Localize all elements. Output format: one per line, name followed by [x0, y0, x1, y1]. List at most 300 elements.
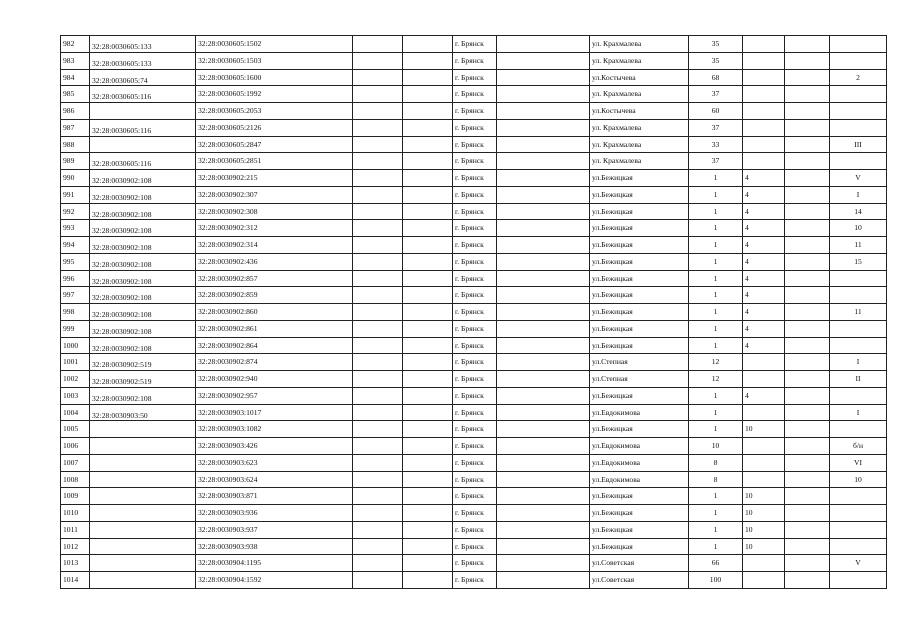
- cadastral-number-cell: 32:28:0030605:1992: [196, 86, 353, 103]
- cadastral-number-cell: 32:28:0030903:1017: [196, 404, 353, 421]
- city-cell: г. Брянск: [453, 170, 497, 187]
- table-row: [61, 337, 887, 354]
- premises-number-cell: 10: [830, 220, 887, 237]
- street-cell: ул.Бежицкая: [590, 270, 689, 287]
- building-cell: [743, 86, 785, 103]
- empty-cell: [353, 538, 403, 555]
- empty-cell: [785, 404, 830, 421]
- cadastral-number-cell: 32:28:0030605:2053: [196, 103, 353, 120]
- table-body: [61, 36, 887, 589]
- premises-number-cell: 10: [830, 471, 887, 488]
- house-number-cell: 35: [689, 52, 743, 69]
- building-cell: 4: [743, 253, 785, 270]
- premises-number-cell: 11: [830, 237, 887, 254]
- cadastral-number-cell: 32:28:0030902:860: [196, 304, 353, 321]
- empty-cell: [403, 454, 453, 471]
- premises-number-cell: [830, 387, 887, 404]
- house-number-cell: 1: [689, 404, 743, 421]
- parent-cadastral-cell: [90, 521, 196, 538]
- table-row: [61, 186, 887, 203]
- house-number-cell: 1: [689, 253, 743, 270]
- empty-cell: [497, 270, 590, 287]
- parent-cadastral-cell: 32:28:0030902:108: [90, 337, 196, 354]
- premises-number-cell: [830, 572, 887, 589]
- building-cell: [743, 119, 785, 136]
- house-number-cell: 68: [689, 69, 743, 86]
- empty-cell: [353, 387, 403, 404]
- house-number-cell: 1: [689, 287, 743, 304]
- empty-cell: [785, 320, 830, 337]
- empty-cell: [403, 572, 453, 589]
- empty-cell: [785, 69, 830, 86]
- empty-cell: [353, 555, 403, 572]
- row-number-cell: 1008: [61, 471, 90, 488]
- parent-cadastral-cell: [90, 421, 196, 438]
- parent-cadastral-cell: 32:28:0030902:108: [90, 304, 196, 321]
- empty-cell: [403, 237, 453, 254]
- premises-number-cell: [830, 320, 887, 337]
- cadastral-number-cell: 32:28:0030903:624: [196, 471, 353, 488]
- cadastral-number-cell: 32:28:0030903:938: [196, 538, 353, 555]
- street-cell: ул.Бежицкая: [590, 170, 689, 187]
- empty-cell: [785, 287, 830, 304]
- empty-cell: [785, 36, 830, 53]
- building-cell: [743, 69, 785, 86]
- cadastral-number-cell: 32:28:0030902:874: [196, 354, 353, 371]
- row-number-cell: 986: [61, 103, 90, 120]
- cadastral-number-cell: 32:28:0030903:1082: [196, 421, 353, 438]
- empty-cell: [353, 572, 403, 589]
- empty-cell: [785, 237, 830, 254]
- table-row: [61, 371, 887, 388]
- empty-cell: [497, 505, 590, 522]
- empty-cell: [403, 304, 453, 321]
- empty-cell: [497, 387, 590, 404]
- table-row: [61, 471, 887, 488]
- row-number-cell: 984: [61, 69, 90, 86]
- city-cell: г. Брянск: [453, 287, 497, 304]
- empty-cell: [353, 103, 403, 120]
- city-cell: г. Брянск: [453, 119, 497, 136]
- parent-cadastral-cell: [90, 555, 196, 572]
- city-cell: г. Брянск: [453, 438, 497, 455]
- cadastral-number-cell: 32:28:0030902:940: [196, 371, 353, 388]
- street-cell: ул.Евдокимова: [590, 454, 689, 471]
- premises-number-cell: 11: [830, 304, 887, 321]
- table-row: [61, 220, 887, 237]
- empty-cell: [497, 220, 590, 237]
- city-cell: г. Брянск: [453, 555, 497, 572]
- empty-cell: [785, 220, 830, 237]
- city-cell: г. Брянск: [453, 52, 497, 69]
- parent-cadastral-cell: 32:28:0030902:108: [90, 203, 196, 220]
- empty-cell: [353, 404, 403, 421]
- premises-number-cell: [830, 36, 887, 53]
- row-number-cell: 987: [61, 119, 90, 136]
- premises-number-cell: [830, 505, 887, 522]
- building-cell: 10: [743, 521, 785, 538]
- table-row: [61, 454, 887, 471]
- city-cell: г. Брянск: [453, 136, 497, 153]
- empty-cell: [785, 555, 830, 572]
- premises-number-cell: [830, 337, 887, 354]
- empty-cell: [497, 354, 590, 371]
- building-cell: [743, 404, 785, 421]
- table-row: [61, 86, 887, 103]
- cadastral-number-cell: 32:28:0030903:871: [196, 488, 353, 505]
- row-number-cell: 988: [61, 136, 90, 153]
- premises-number-cell: II: [830, 371, 887, 388]
- building-cell: 4: [743, 304, 785, 321]
- row-number-cell: 1006: [61, 438, 90, 455]
- table-row: [61, 237, 887, 254]
- building-cell: [743, 153, 785, 170]
- premises-number-cell: [830, 119, 887, 136]
- empty-cell: [497, 237, 590, 254]
- city-cell: г. Брянск: [453, 354, 497, 371]
- row-number-cell: 1000: [61, 337, 90, 354]
- empty-cell: [497, 287, 590, 304]
- row-number-cell: 1002: [61, 371, 90, 388]
- cadastral-number-cell: 32:28:0030904:1592: [196, 572, 353, 589]
- empty-cell: [497, 86, 590, 103]
- empty-cell: [785, 387, 830, 404]
- building-cell: [743, 354, 785, 371]
- house-number-cell: 1: [689, 538, 743, 555]
- premises-number-cell: I: [830, 404, 887, 421]
- empty-cell: [403, 404, 453, 421]
- parent-cadastral-cell: [90, 488, 196, 505]
- empty-cell: [497, 304, 590, 321]
- parent-cadastral-cell: 32:28:0030902:108: [90, 387, 196, 404]
- row-number-cell: 1004: [61, 404, 90, 421]
- empty-cell: [403, 52, 453, 69]
- table-row: [61, 36, 887, 53]
- premises-number-cell: I: [830, 354, 887, 371]
- empty-cell: [353, 86, 403, 103]
- building-cell: [743, 36, 785, 53]
- premises-number-cell: [830, 52, 887, 69]
- cadastral-number-cell: 32:28:0030903:936: [196, 505, 353, 522]
- row-number-cell: 992: [61, 203, 90, 220]
- empty-cell: [497, 119, 590, 136]
- cadastral-number-cell: 32:28:0030902:308: [196, 203, 353, 220]
- empty-cell: [403, 186, 453, 203]
- row-number-cell: 1001: [61, 354, 90, 371]
- house-number-cell: 37: [689, 119, 743, 136]
- building-cell: 4: [743, 203, 785, 220]
- house-number-cell: 1: [689, 186, 743, 203]
- parent-cadastral-cell: 32:28:0030902:108: [90, 170, 196, 187]
- empty-cell: [403, 36, 453, 53]
- city-cell: г. Брянск: [453, 186, 497, 203]
- premises-number-cell: I: [830, 186, 887, 203]
- table-row: [61, 421, 887, 438]
- empty-cell: [497, 371, 590, 388]
- city-cell: г. Брянск: [453, 320, 497, 337]
- empty-cell: [497, 421, 590, 438]
- building-cell: [743, 555, 785, 572]
- street-cell: ул.Бежицкая: [590, 387, 689, 404]
- city-cell: г. Брянск: [453, 270, 497, 287]
- row-number-cell: 989: [61, 153, 90, 170]
- table-row: [61, 119, 887, 136]
- empty-cell: [353, 153, 403, 170]
- building-cell: 10: [743, 488, 785, 505]
- empty-cell: [353, 354, 403, 371]
- premises-number-cell: [830, 287, 887, 304]
- parent-cadastral-cell: 32:28:0030902:108: [90, 237, 196, 254]
- house-number-cell: 1: [689, 337, 743, 354]
- premises-number-cell: 2: [830, 69, 887, 86]
- house-number-cell: 33: [689, 136, 743, 153]
- table-row: [61, 505, 887, 522]
- empty-cell: [785, 505, 830, 522]
- empty-cell: [353, 119, 403, 136]
- cadastral-number-cell: 32:28:0030605:1502: [196, 36, 353, 53]
- city-cell: г. Брянск: [453, 454, 497, 471]
- cadastral-number-cell: 32:28:0030605:1503: [196, 52, 353, 69]
- street-cell: ул.Бежицкая: [590, 237, 689, 254]
- row-number-cell: 982: [61, 36, 90, 53]
- empty-cell: [353, 52, 403, 69]
- row-number-cell: 999: [61, 320, 90, 337]
- empty-cell: [403, 203, 453, 220]
- parent-cadastral-cell: [90, 538, 196, 555]
- registry-table: [60, 35, 887, 589]
- table-row: [61, 203, 887, 220]
- table-row: [61, 304, 887, 321]
- empty-cell: [353, 505, 403, 522]
- parent-cadastral-cell: 32:28:0030605:133: [90, 36, 196, 53]
- empty-cell: [497, 320, 590, 337]
- table-row: [61, 287, 887, 304]
- table-row: [61, 488, 887, 505]
- building-cell: [743, 52, 785, 69]
- street-cell: ул.Костычева: [590, 103, 689, 120]
- empty-cell: [353, 337, 403, 354]
- empty-cell: [497, 52, 590, 69]
- empty-cell: [353, 220, 403, 237]
- empty-cell: [497, 337, 590, 354]
- street-cell: ул.Евдокимова: [590, 438, 689, 455]
- row-number-cell: 985: [61, 86, 90, 103]
- row-number-cell: 994: [61, 237, 90, 254]
- row-number-cell: 1014: [61, 572, 90, 589]
- empty-cell: [403, 505, 453, 522]
- cadastral-number-cell: 32:28:0030902:215: [196, 170, 353, 187]
- premises-number-cell: [830, 488, 887, 505]
- street-cell: ул.Бежицкая: [590, 220, 689, 237]
- street-cell: ул. Крахмалева: [590, 52, 689, 69]
- street-cell: ул.Евдокимова: [590, 471, 689, 488]
- empty-cell: [785, 354, 830, 371]
- house-number-cell: 1: [689, 304, 743, 321]
- row-number-cell: 991: [61, 186, 90, 203]
- empty-cell: [497, 555, 590, 572]
- premises-number-cell: 14: [830, 203, 887, 220]
- empty-cell: [353, 170, 403, 187]
- empty-cell: [403, 538, 453, 555]
- table-row: [61, 538, 887, 555]
- empty-cell: [785, 203, 830, 220]
- cadastral-number-cell: 32:28:0030902:864: [196, 337, 353, 354]
- premises-number-cell: [830, 86, 887, 103]
- city-cell: г. Брянск: [453, 337, 497, 354]
- house-number-cell: 37: [689, 153, 743, 170]
- table-row: [61, 69, 887, 86]
- empty-cell: [403, 471, 453, 488]
- parent-cadastral-cell: 32:28:0030605:116: [90, 119, 196, 136]
- building-cell: [743, 471, 785, 488]
- table-row: [61, 320, 887, 337]
- street-cell: ул.Советская: [590, 555, 689, 572]
- parent-cadastral-cell: 32:28:0030605:116: [90, 86, 196, 103]
- city-cell: г. Брянск: [453, 220, 497, 237]
- building-cell: 4: [743, 287, 785, 304]
- empty-cell: [353, 304, 403, 321]
- house-number-cell: 66: [689, 555, 743, 572]
- house-number-cell: 1: [689, 237, 743, 254]
- row-number-cell: 1003: [61, 387, 90, 404]
- building-cell: 4: [743, 170, 785, 187]
- cadastral-number-cell: 32:28:0030902:312: [196, 220, 353, 237]
- house-number-cell: 1: [689, 170, 743, 187]
- table-row: [61, 521, 887, 538]
- table-row: [61, 253, 887, 270]
- city-cell: г. Брянск: [453, 505, 497, 522]
- city-cell: г. Брянск: [453, 471, 497, 488]
- row-number-cell: 996: [61, 270, 90, 287]
- building-cell: [743, 136, 785, 153]
- empty-cell: [403, 371, 453, 388]
- premises-number-cell: V: [830, 555, 887, 572]
- row-number-cell: 993: [61, 220, 90, 237]
- street-cell: ул.Бежицкая: [590, 521, 689, 538]
- house-number-cell: 35: [689, 36, 743, 53]
- empty-cell: [353, 488, 403, 505]
- city-cell: г. Брянск: [453, 103, 497, 120]
- empty-cell: [785, 521, 830, 538]
- empty-cell: [353, 287, 403, 304]
- parent-cadastral-cell: 32:28:0030605:74: [90, 69, 196, 86]
- cadastral-number-cell: 32:28:0030904:1195: [196, 555, 353, 572]
- empty-cell: [497, 538, 590, 555]
- empty-cell: [497, 488, 590, 505]
- empty-cell: [403, 170, 453, 187]
- building-cell: 10: [743, 505, 785, 522]
- street-cell: ул.Бежицкая: [590, 203, 689, 220]
- house-number-cell: 8: [689, 454, 743, 471]
- empty-cell: [403, 253, 453, 270]
- parent-cadastral-cell: 32:28:0030605:133: [90, 52, 196, 69]
- building-cell: 4: [743, 220, 785, 237]
- table-row: [61, 52, 887, 69]
- parent-cadastral-cell: 32:28:0030902:519: [90, 354, 196, 371]
- building-cell: [743, 438, 785, 455]
- empty-cell: [353, 371, 403, 388]
- empty-cell: [785, 170, 830, 187]
- empty-cell: [403, 387, 453, 404]
- table-row: [61, 354, 887, 371]
- parent-cadastral-cell: [90, 572, 196, 589]
- street-cell: ул. Крахмалева: [590, 86, 689, 103]
- parent-cadastral-cell: [90, 471, 196, 488]
- house-number-cell: 1: [689, 387, 743, 404]
- premises-number-cell: [830, 521, 887, 538]
- street-cell: ул.Бежицкая: [590, 488, 689, 505]
- street-cell: ул.Бежицкая: [590, 421, 689, 438]
- city-cell: г. Брянск: [453, 538, 497, 555]
- house-number-cell: 1: [689, 320, 743, 337]
- city-cell: г. Брянск: [453, 36, 497, 53]
- empty-cell: [353, 454, 403, 471]
- table-row: [61, 572, 887, 589]
- empty-cell: [785, 471, 830, 488]
- parent-cadastral-cell: [90, 103, 196, 120]
- premises-number-cell: V: [830, 170, 887, 187]
- building-cell: [743, 454, 785, 471]
- building-cell: 4: [743, 270, 785, 287]
- cadastral-number-cell: 32:28:0030903:937: [196, 521, 353, 538]
- empty-cell: [785, 421, 830, 438]
- empty-cell: [497, 521, 590, 538]
- empty-cell: [785, 270, 830, 287]
- row-number-cell: 1012: [61, 538, 90, 555]
- premises-number-cell: VI: [830, 454, 887, 471]
- empty-cell: [497, 438, 590, 455]
- empty-cell: [785, 136, 830, 153]
- empty-cell: [353, 421, 403, 438]
- row-number-cell: 983: [61, 52, 90, 69]
- cadastral-number-cell: 32:28:0030605:2126: [196, 119, 353, 136]
- empty-cell: [403, 555, 453, 572]
- city-cell: г. Брянск: [453, 404, 497, 421]
- empty-cell: [403, 287, 453, 304]
- street-cell: ул.Бежицкая: [590, 505, 689, 522]
- empty-cell: [785, 304, 830, 321]
- premises-number-cell: 15: [830, 253, 887, 270]
- empty-cell: [353, 136, 403, 153]
- city-cell: г. Брянск: [453, 572, 497, 589]
- cadastral-number-cell: 32:28:0030605:2851: [196, 153, 353, 170]
- empty-cell: [497, 253, 590, 270]
- empty-cell: [353, 270, 403, 287]
- empty-cell: [785, 337, 830, 354]
- empty-cell: [497, 153, 590, 170]
- empty-cell: [497, 186, 590, 203]
- street-cell: ул.Бежицкая: [590, 538, 689, 555]
- table-row: [61, 438, 887, 455]
- cadastral-number-cell: 32:28:0030605:2847: [196, 136, 353, 153]
- city-cell: г. Брянск: [453, 421, 497, 438]
- empty-cell: [403, 337, 453, 354]
- table-row: [61, 170, 887, 187]
- street-cell: ул.Бежицкая: [590, 337, 689, 354]
- house-number-cell: 12: [689, 354, 743, 371]
- empty-cell: [497, 170, 590, 187]
- city-cell: г. Брянск: [453, 304, 497, 321]
- premises-number-cell: III: [830, 136, 887, 153]
- empty-cell: [403, 119, 453, 136]
- building-cell: 10: [743, 421, 785, 438]
- empty-cell: [353, 521, 403, 538]
- house-number-cell: 1: [689, 270, 743, 287]
- street-cell: ул. Крахмалева: [590, 36, 689, 53]
- row-number-cell: 990: [61, 170, 90, 187]
- house-number-cell: 8: [689, 471, 743, 488]
- house-number-cell: 1: [689, 488, 743, 505]
